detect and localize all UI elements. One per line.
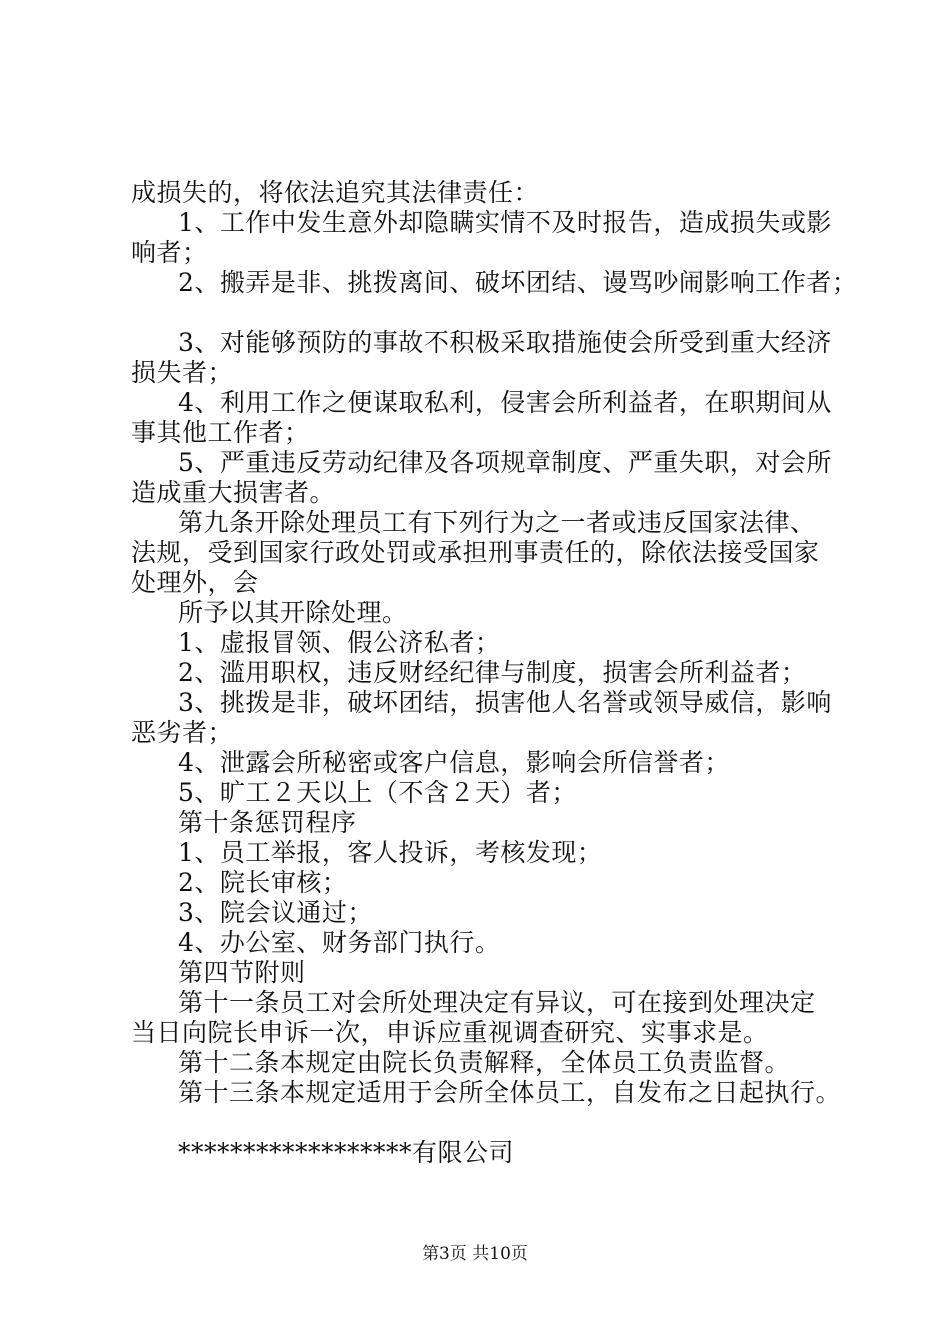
section-heading: 第十条惩罚程序 [178,808,357,837]
text-line: 5、旷工２天以上（不含２天）者； [178,778,577,807]
text-line: 3、对能够预防的事故不积极采取措施使会所受到重大经济 [178,328,832,357]
text-line: 1、虚报冒领、假公济私者； [178,628,501,657]
text-line: 处理外，会 [131,568,259,597]
text-line: 第十二条本规定由院长负责解释，全体员工负责监督。 [178,1048,791,1077]
text-line: 3、院会议通过； [178,898,373,927]
section-heading: 第四节附则 [178,958,306,987]
text-line: 4、利用工作之便谋取私利，侵害会所利益者，在职期间从 [178,388,832,417]
text-line: 4、泄露会所秘密或客户信息，影响会所信誉者； [178,748,730,777]
text-line: 1、工作中发生意外却隐瞒实情不及时报告，造成损失或影 [178,208,832,237]
text-line: 造成重大损害者。 [131,478,336,507]
text-line: 事其他工作者； [131,418,310,447]
text-line: 2、搬弄是非、挑拨离间、破坏团结、谩骂吵闹影响工作者； [178,268,858,297]
text-line: 当日向院长申诉一次，申诉应重视调查研究、实事求是。 [131,1018,769,1047]
text-line: 第十一条员工对会所处理决定有异议，可在接到处理决定 [178,988,816,1017]
page-footer: 第3页 共10页 [422,1244,528,1264]
text-line: 4、办公室、财务部门执行。 [178,928,501,957]
text-line: 5、严重违反劳动纪律及各项规章制度、严重失职，对会所 [178,448,832,477]
text-line: 第十三条本规定适用于会所全体员工，自发布之日起执行。 [178,1078,842,1107]
company-signature: ******************有限公司 [178,1138,515,1167]
text-line: 响者； [131,238,208,267]
text-line: 1、员工举报，客人投诉，考核发现； [178,838,603,867]
text-line: 法规，受到国家行政处罚或承担刑事责任的，除依法接受国家 [131,538,820,567]
text-line: 成损失的，将依法追究其法律责任： [131,178,540,207]
text-line: 2、院长审核； [178,868,348,897]
text-line: 第九条开除处理员工有下列行为之一者或违反国家法律、 [178,508,816,537]
text-line: 2、滥用职权，违反财经纪律与制度，损害会所利益者； [178,658,807,687]
text-line: 所予以其开除处理。 [178,598,408,627]
text-line: 3、挑拨是非，破坏团结，损害他人名誉或领导威信，影响 [178,688,832,717]
text-line: 损失者； [131,358,234,387]
text-line: 恶劣者； [131,718,234,747]
